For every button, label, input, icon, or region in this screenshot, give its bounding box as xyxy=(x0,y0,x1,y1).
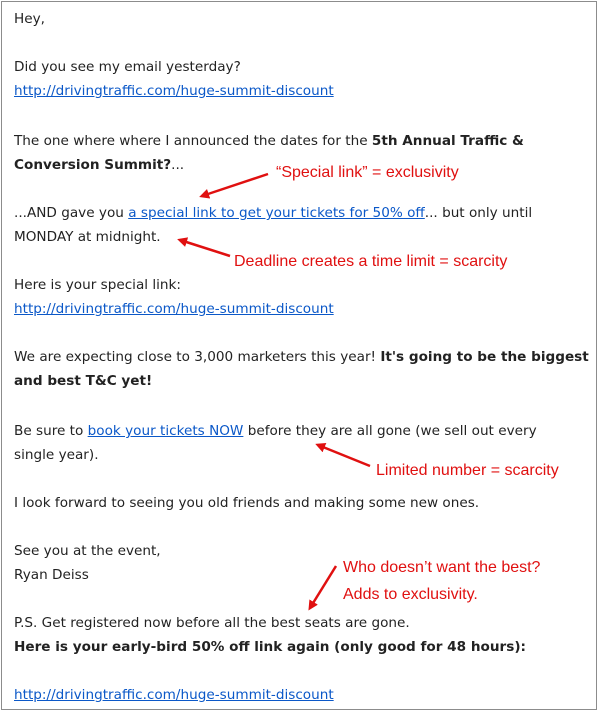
signoff: See you at the event, xyxy=(14,543,161,559)
greeting: Hey, xyxy=(14,11,45,27)
paragraph-3: ...AND gave you a special link to get your tickets for 50% off... but only until xyxy=(14,205,533,221)
paragraph-5-line-2: and best T&C yet! xyxy=(14,373,153,389)
postscript: P.S. Get registered now before all the best seats are gone. xyxy=(14,615,410,631)
paragraph-7: I look forward to seeing you old friends and making some new ones. xyxy=(14,495,480,511)
paragraph-2: The one where where I announced the dates for the 5th Annual Traffic & xyxy=(14,133,524,149)
postscript-bold: Here is your early-bird 50% off link again (only good for 48 hours): xyxy=(14,639,526,655)
annotation-limited: Limited number = scarcity xyxy=(376,462,559,479)
paragraph-4: Here is your special link: xyxy=(14,277,182,293)
special-offer-link[interactable]: a special link to get your tickets for 50% off xyxy=(128,205,425,221)
annotation-deadline: Deadline creates a time limit = scarcity xyxy=(234,253,508,270)
paragraph-3-line-2: MONDAY at midnight. xyxy=(14,229,161,245)
paragraph-2-line-2: Conversion Summit?... xyxy=(14,157,185,173)
signature: Ryan Deiss xyxy=(14,567,89,583)
annotation-best-1: Who doesn’t want the best? xyxy=(343,559,541,576)
paragraph-1: Did you see my email yesterday? xyxy=(14,59,241,75)
annotation-best-2: Adds to exclusivity. xyxy=(343,586,478,603)
book-tickets-link[interactable]: book your tickets NOW xyxy=(87,423,244,439)
annotation-special-link: “Special link” = exclusivity xyxy=(276,164,459,181)
paragraph-5: We are expecting close to 3,000 marketers this year! It's going to be the biggest xyxy=(14,349,589,365)
discount-link-2[interactable]: http://drivingtraffic.com/huge-summit-discount xyxy=(14,301,334,317)
discount-link-3[interactable]: http://drivingtraffic.com/huge-summit-discount xyxy=(14,687,334,703)
paragraph-6: Be sure to book your tickets NOW before they are all gone (we sell out every xyxy=(14,423,537,439)
discount-link-1[interactable]: http://drivingtraffic.com/huge-summit-discount xyxy=(14,83,334,99)
paragraph-6-line-2: single year). xyxy=(14,447,99,463)
